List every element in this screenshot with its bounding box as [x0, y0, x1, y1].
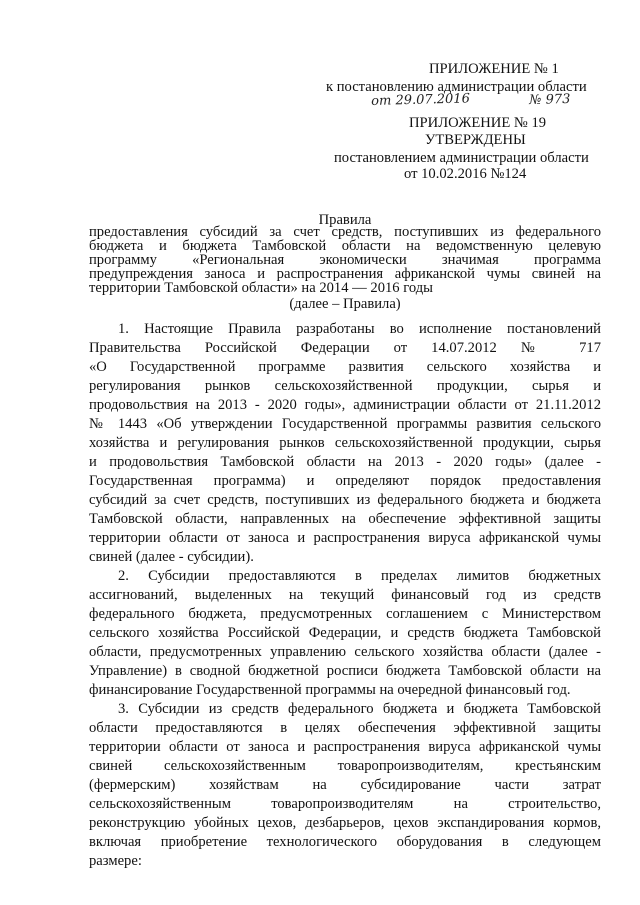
body-line: ассигнований, выделенных на текущий финансовый год из средств: [89, 587, 601, 603]
body-line: свиней (далее - субсидии).: [89, 549, 254, 565]
approved-date-number: от 10.02.2016 №124: [404, 166, 527, 182]
body-line: 2. Субсидии предоставляются в пределах лимитов бюджетных: [118, 568, 601, 584]
body-line: территории области от заноса и распространения вируса африканской чумы: [89, 739, 601, 755]
body-line: продовольствия на 2013 - 2020 годы», администрации области от 21.11.2012: [89, 397, 601, 413]
body-line: регулирования рынков сельскохозяйственной продукции, сырья и: [89, 378, 601, 394]
appendix-19-title: ПРИЛОЖЕНИЕ № 19: [409, 115, 547, 131]
body-line: федерального бюджета, предусмотренных соглашением с Министерством: [89, 606, 601, 622]
rules-short-name: (далее – Правила): [289, 296, 401, 312]
body-line: области предоставляются в целях обеспечения эффективной защиты: [89, 720, 601, 736]
body-line: Государственная программа) и определяют порядок предоставления: [89, 473, 601, 489]
body-line: размере:: [89, 853, 142, 869]
approved-by-resolution: постановлением администрации области: [334, 150, 589, 166]
body-line: сельскохозяйственным товаропроизводителям на строительство,: [89, 796, 601, 812]
body-line: № 1443 «Об утверждении Государственной программы развития сельского: [89, 416, 601, 432]
body-line: области, предусмотренных управлению сельского хозяйства области (далее -: [89, 644, 601, 660]
approved-label: УТВЕРЖДЕНЫ: [425, 132, 526, 148]
body-line: субсидий за счет средств, поступивших из федерального бюджета и бюджета: [89, 492, 601, 508]
body-line: Управление) в сводной бюджетной росписи бюджета Тамбовской области на: [89, 663, 601, 679]
body-line: территории области от заноса и распространения вируса африканской чумы: [89, 530, 601, 546]
body-line: «О Государственной программе развития сельского хозяйства и: [89, 359, 601, 375]
body-line: и продовольствия Тамбовской области на 2013 - 2020 годы» (далее -: [89, 454, 601, 470]
rules-subtitle-line: бюджета и бюджета Тамбовской области на ведомственную целевую: [89, 238, 601, 254]
handwritten-date: от 29.07.2016: [371, 91, 471, 109]
body-line: сельского хозяйства Российской Федерации, и средств бюджета Тамбовской: [89, 625, 601, 641]
appendix-1-title: ПРИЛОЖЕНИЕ № 1: [429, 61, 559, 77]
appendix-1-resolution: к постановлению администрации области: [326, 79, 587, 95]
body-line: (фермерским) хозяйствам на субсидирование части затрат: [89, 777, 601, 793]
rules-heading: Правила: [318, 212, 372, 228]
body-line: хозяйства и регулирования рынков сельскохозяйственной продукции, сырья: [89, 435, 601, 451]
body-line: 3. Субсидии из средств федерального бюджета и бюджета Тамбовской: [118, 701, 601, 717]
rules-subtitle-line: программу «Региональная экономически значимая программа: [89, 252, 601, 268]
body-line: включая приобретение технологического оборудования в следующем: [89, 834, 601, 850]
body-line: Тамбовской области, направленных на обеспечение эффективной защиты: [89, 511, 601, 527]
body-line: свиней сельскохозяйственным товаропроизводителям, крестьянским: [89, 758, 601, 774]
rules-subtitle-line: предупреждения заноса и распространения африканской чумы свиней на: [89, 266, 601, 282]
body-line: 1. Настоящие Правила разработаны во исполнение постановлений: [118, 321, 601, 337]
rules-subtitle-line: территории Тамбовской области» на 2014 — 2016 годы: [89, 280, 433, 296]
body-line: реконструкцию убойных цехов, дезбарьеров, цехов экспандирования кормов,: [89, 815, 601, 831]
body-line: финансирование Государственной программы на очередной финансовый год.: [89, 682, 571, 698]
rules-subtitle-line: предоставления субсидий за счет средств, поступивших из федерального: [89, 224, 601, 240]
handwritten-number: № 973: [529, 91, 571, 108]
body-line: Правительства Российской Федерации от 14.07.2012 № 717: [89, 340, 601, 356]
